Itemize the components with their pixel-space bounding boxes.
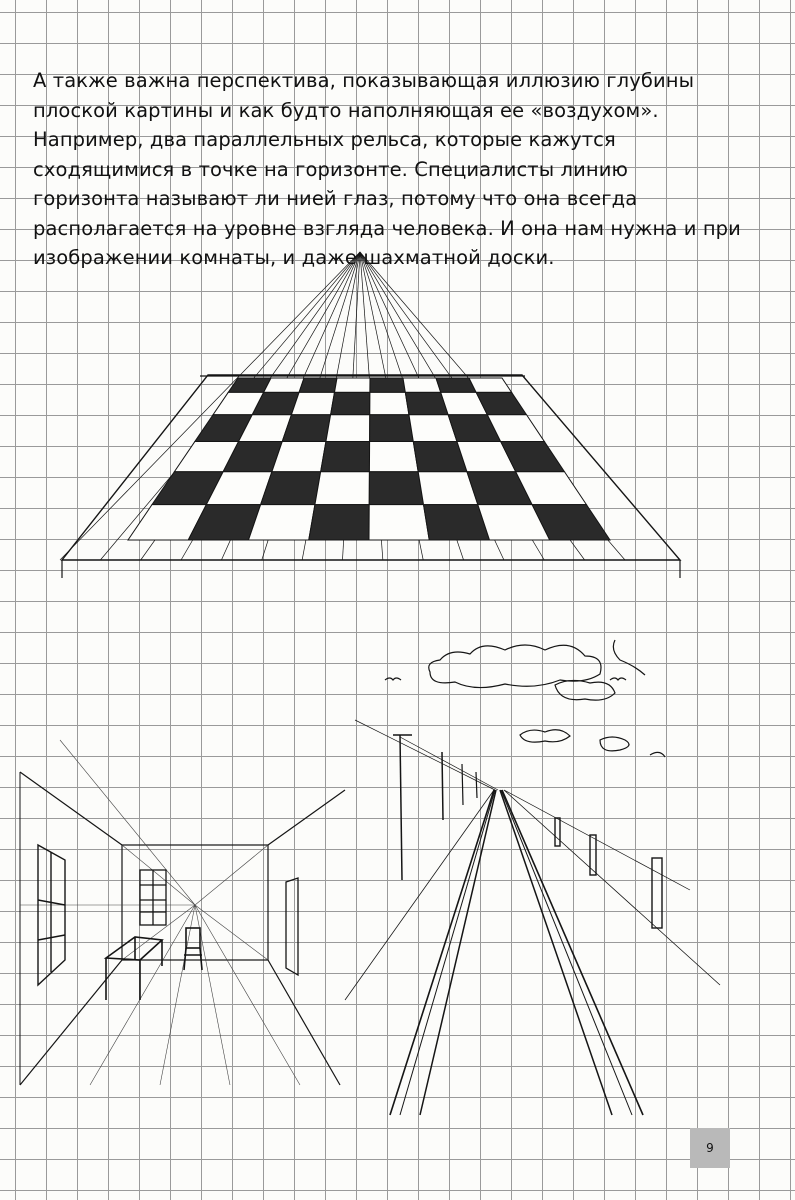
text-line: плоской картины и как будто наполняющая ее «воздухом». [33, 98, 659, 122]
light-square [370, 392, 409, 414]
dark-square [321, 442, 370, 472]
text-line: Например, два параллельных рельса, которые кажутся [33, 128, 616, 151]
light-square [369, 442, 418, 472]
dark-square [331, 392, 370, 414]
light-square [334, 378, 370, 392]
light-square [403, 378, 441, 392]
light-square [249, 505, 315, 540]
text-line: располагается на уровне взгляда человека. И она нам нужна и при [33, 216, 741, 240]
light-square [326, 415, 370, 442]
light-square [264, 378, 304, 392]
dark-square [370, 415, 414, 442]
light-square [315, 472, 370, 505]
page-number-box [690, 1128, 730, 1168]
text-line: горизонта называют ли нией глаз, потому что она всегда [33, 187, 638, 210]
dark-square [370, 378, 405, 392]
dark-square [309, 505, 369, 540]
text-line: А также важна перспектива, показывающая иллюзию глубины [33, 69, 695, 92]
chessboard-perspective-drawing [60, 252, 680, 578]
text-line: сходящимися в точке на горизонте. Специалисты линию [33, 157, 629, 181]
railway-perspective-drawing [345, 640, 720, 1115]
dark-square [369, 472, 423, 505]
light-square [369, 505, 429, 540]
dark-square [299, 378, 337, 392]
room-perspective-drawing [20, 740, 345, 1085]
text-line: изображении комнаты, и даже шахматной доски. [33, 246, 555, 269]
light-square [291, 392, 334, 414]
light-square [469, 378, 512, 392]
page-number: 9 [706, 1141, 714, 1155]
